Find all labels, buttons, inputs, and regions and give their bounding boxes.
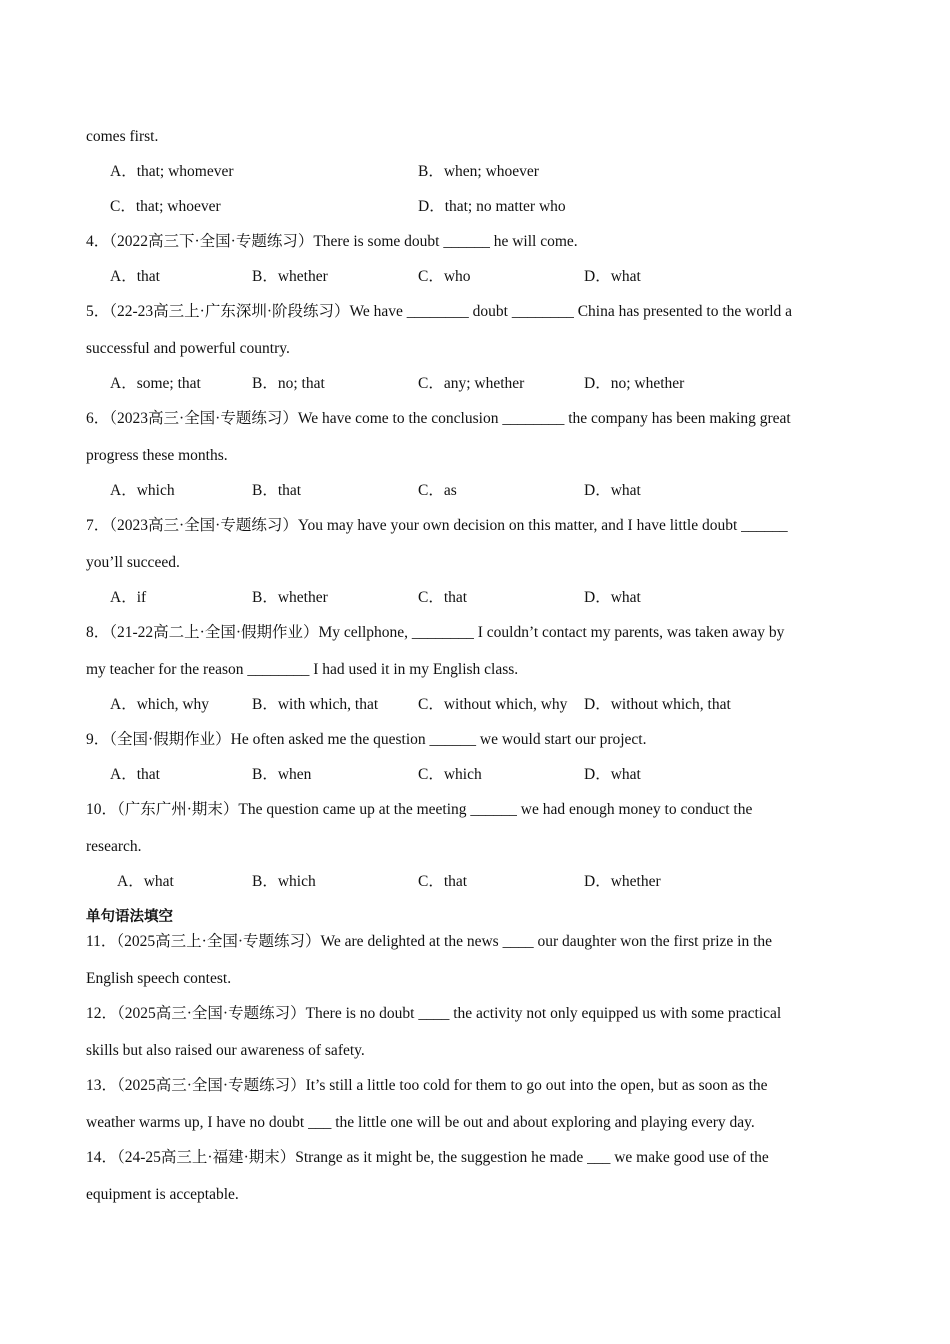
q4-text: 4．（2022高三下·全国·专题练习）There is some doubt ______ he will come. — [86, 233, 578, 250]
q3-tail: comes first. — [86, 128, 159, 145]
q7-option-a: A．if — [110, 589, 147, 606]
q11-line1: 11．（2025高三上·全国·专题练习）We are delighted at the news ____ our daughter won the first prize in the — [86, 933, 773, 950]
section-title: 单句语法填空 — [86, 909, 173, 925]
q3-option-c: C．that; whoever — [110, 198, 221, 215]
q6-option-c: C．as — [418, 482, 457, 499]
q4-option-d: D．what — [584, 268, 641, 285]
q3-option-b: B．when; whoever — [418, 163, 539, 180]
q4-option-b: B．whether — [252, 268, 328, 285]
q7-line2: you’ll succeed. — [86, 554, 180, 571]
q10-option-c: C．that — [418, 873, 468, 890]
q7-option-c: C．that — [418, 589, 468, 606]
q6-line1: 6．（2023高三·全国·专题练习）We have come to the conclusion ________ the company has been making great — [86, 410, 791, 427]
q5-line1: 5．（22-23高三上·广东深圳·阶段练习）We have ________ doubt ________ China has presented to the world a — [86, 303, 793, 320]
q8-option-d: D．without which, that — [584, 696, 731, 713]
q5-option-c: C．any; whether — [418, 375, 525, 392]
q6-option-d: D．what — [584, 482, 641, 499]
q8-option-b: B．with which, that — [252, 696, 379, 713]
q9-option-d: D．what — [584, 766, 641, 783]
q9-text: 9．（全国·假期作业）He often asked me the question ______ we would start our project. — [86, 731, 647, 748]
q14-line2: equipment is acceptable. — [86, 1186, 239, 1203]
q6-line2: progress these months. — [86, 447, 228, 464]
q5-line2: successful and powerful country. — [86, 340, 290, 357]
q8-option-c: C．without which, why — [418, 696, 568, 713]
q4-option-a: A．that — [110, 268, 160, 285]
q4-option-c: C．who — [418, 268, 471, 285]
q5-option-b: B．no; that — [252, 375, 325, 392]
q8-line2: my teacher for the reason ________ I had used it in my English class. — [86, 661, 519, 678]
q9-option-b: B．when — [252, 766, 312, 783]
q10-option-d: D．whether — [584, 873, 661, 890]
q3-option-a: A．that; whomever — [110, 163, 234, 180]
q6-option-a: A．which — [110, 482, 175, 499]
q5-option-a: A．some; that — [110, 375, 201, 392]
q7-line1: 7．（2023高三·全国·专题练习）You may have your own decision on this matter, and I have little doubt ______ — [86, 517, 788, 534]
q12-line2: skills but also raised our awareness of safety. — [86, 1042, 365, 1059]
q13-line1: 13．（2025高三·全国·专题练习）It’s still a little too cold for them to go out into the open, but as soon as the — [86, 1077, 768, 1094]
q14-line1: 14．（24-25高三上·福建·期末）Strange as it might be, the suggestion he made ___ we make good use of the — [86, 1149, 769, 1166]
q5-option-d: D．no; whether — [584, 375, 685, 392]
q10-option-b: B．which — [252, 873, 316, 890]
q10-line2: research. — [86, 838, 142, 855]
q3-option-d: D．that; no matter who — [418, 198, 566, 215]
q10-option-a: A．what — [117, 873, 174, 890]
q9-option-c: C．which — [418, 766, 482, 783]
q11-line2: English speech contest. — [86, 970, 232, 987]
q7-option-b: B．whether — [252, 589, 328, 606]
q12-line1: 12．（2025高三·全国·专题练习）There is no doubt ____ the activity not only equipped us with some practical — [86, 1005, 782, 1022]
q6-option-b: B．that — [252, 482, 302, 499]
q7-option-d: D．what — [584, 589, 641, 606]
q10-line1: 10．（广东广州·期末）The question came up at the meeting ______ we had enough money to conduct the — [86, 801, 753, 818]
q8-option-a: A．which, why — [110, 696, 210, 713]
q8-line1: 8．（21-22高二上·全国·假期作业）My cellphone, ________ I couldn’t contact my parents, was taken away by — [86, 624, 785, 641]
q9-option-a: A．that — [110, 766, 160, 783]
q13-line2: weather warms up, I have no doubt ___ the little one will be out and about exploring and playing every day. — [86, 1114, 755, 1131]
